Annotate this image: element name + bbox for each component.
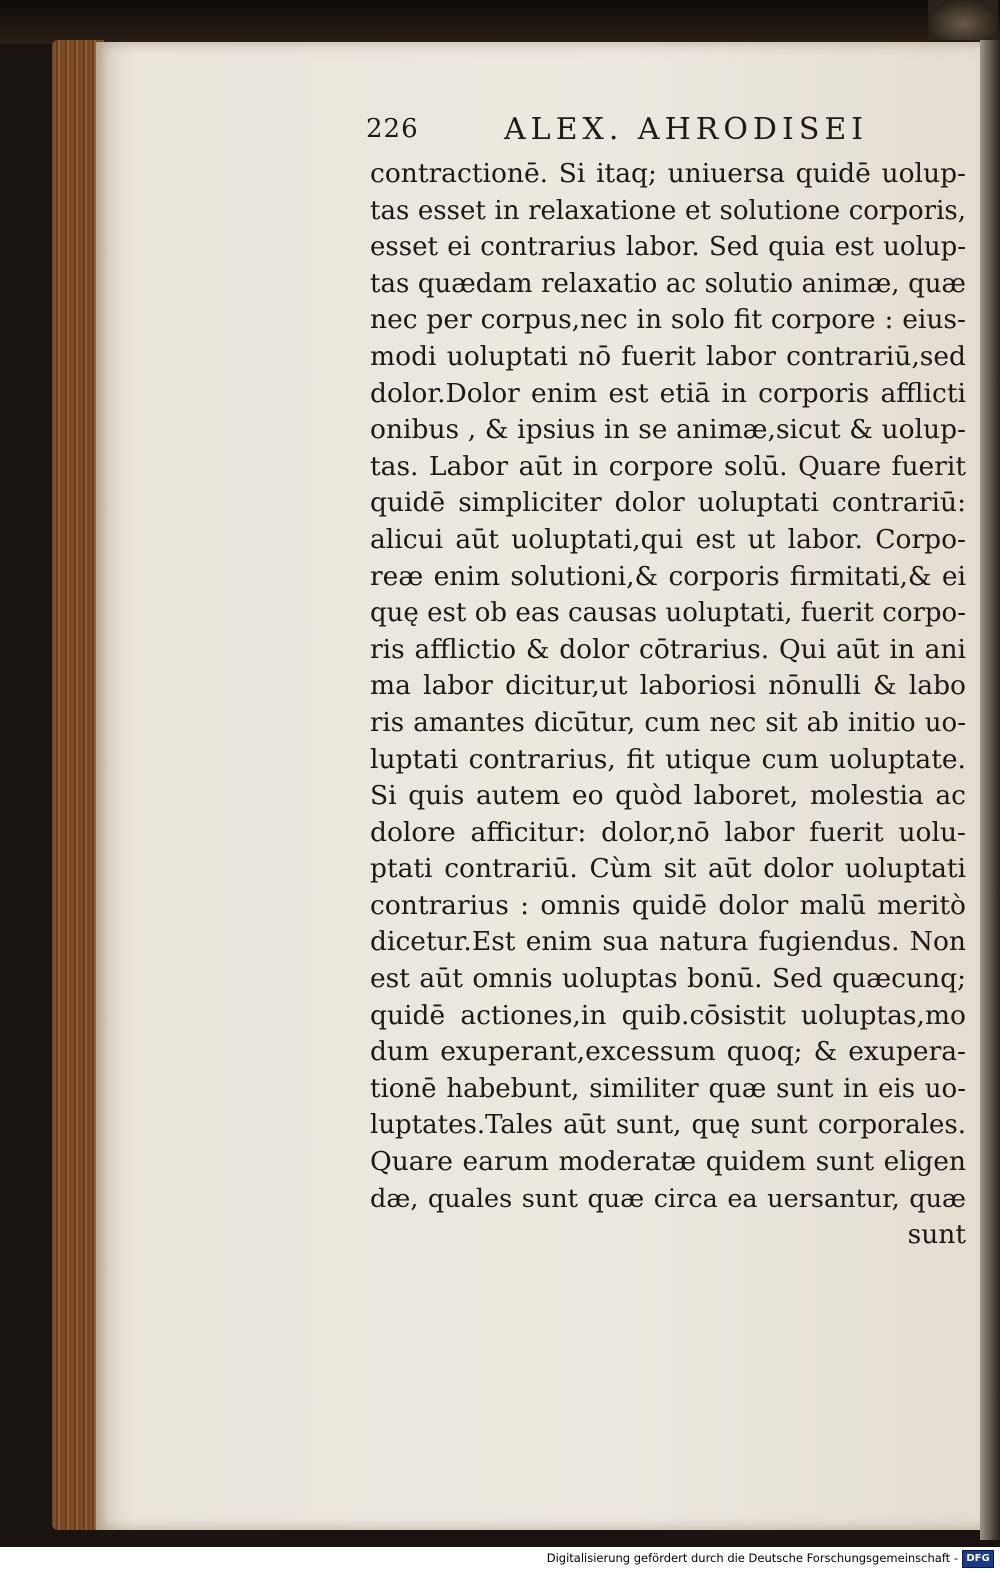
dfg-logo: DFG — [962, 1550, 994, 1568]
text-line: tas quædam relaxatio ac solutio animæ, quæ — [370, 268, 966, 299]
gutter-shadow — [980, 40, 1000, 1540]
text-line: alicui aūt uoluptati,qui est ut labor. Corpo- — [370, 523, 966, 555]
scan-background — [0, 0, 1000, 44]
text-line: dolor.Dolor enim est etiā in corporis afflicti — [370, 377, 966, 409]
text-line: ris amantes dicūtur, cum nec sit ab initio uo- — [370, 707, 966, 738]
text-line: Quare earum moderatæ quidem sunt eligen — [370, 1146, 966, 1178]
text-line: onibus , & ipsius in se animæ,sicut & uolup- — [370, 414, 966, 446]
text-line: quę est ob eas causas uoluptati, fuerit corpo- — [370, 598, 966, 629]
text-line: dæ, quales sunt quæ circa ea uersantur, quæ — [370, 1183, 966, 1214]
text-line: tas. Labor aūt in corpore solū. Quare fuerit — [370, 450, 966, 482]
text-line: tas esset in relaxatione et solutione corporis, — [370, 195, 966, 226]
text-line: contractionē. Si itaq; uniuersa quidē uolup- — [370, 158, 966, 189]
running-head: ALEX. AHRODISEI — [504, 112, 869, 147]
text-line: modi uoluptati nō fuerit labor contrariū,sed — [370, 340, 966, 372]
text-line: tionē habebunt, similiter quæ sunt in eis uo- — [370, 1073, 966, 1104]
text-line: Si quis autem eo quòd laboret, molestia ac — [370, 780, 966, 812]
text-line: ris afflictio & dolor cōtrarius. Qui aūt in ani — [370, 633, 966, 665]
text-line: dum exuperant,excessum quoq; & exupera- — [370, 1036, 966, 1068]
funding-credit: Digitalisierung gefördert durch die Deutsche Forschungsgemeinschaft - — [546, 1551, 958, 1565]
page-number: 226 — [366, 114, 419, 144]
text-line: ptati contrariū. Cùm sit aūt dolor uoluptati — [370, 853, 966, 885]
text-line: ma labor dicitur,ut laboriosi nōnulli & labo — [370, 670, 966, 702]
text-line: reæ enim solutioni,& corporis firmitati,& ei — [370, 560, 966, 592]
text-line: esset ei contrarius labor. Sed quia est uolup- — [370, 232, 966, 263]
text-line: dicetur.Est enim sua natura fugiendus. Non — [370, 926, 966, 958]
text-line: contrarius : omnis quidē dolor malū meritò — [370, 889, 966, 921]
text-line: quidē actiones,in quib.cōsistit uoluptas,mo — [370, 999, 966, 1031]
text-line: luptati contrarius, fit utique cum uoluptate. — [370, 743, 966, 775]
text-line: dolore afficitur: dolor,nō labor fuerit uolu- — [370, 816, 966, 848]
text-line: est aūt omnis uoluptas bonū. Sed quæcunq; — [370, 963, 966, 995]
body-text — [370, 156, 966, 1254]
corner-shadow — [928, 0, 998, 40]
page-header — [366, 112, 966, 152]
text-line: quidē simpliciter dolor uoluptati contrariū: — [370, 487, 966, 519]
text-line: luptates.Tales aūt sunt, quę sunt corporales. — [370, 1110, 966, 1141]
text-line: nec per corpus,nec in solo fit corpore : eius- — [370, 304, 966, 336]
catchword: sunt — [907, 1219, 966, 1251]
